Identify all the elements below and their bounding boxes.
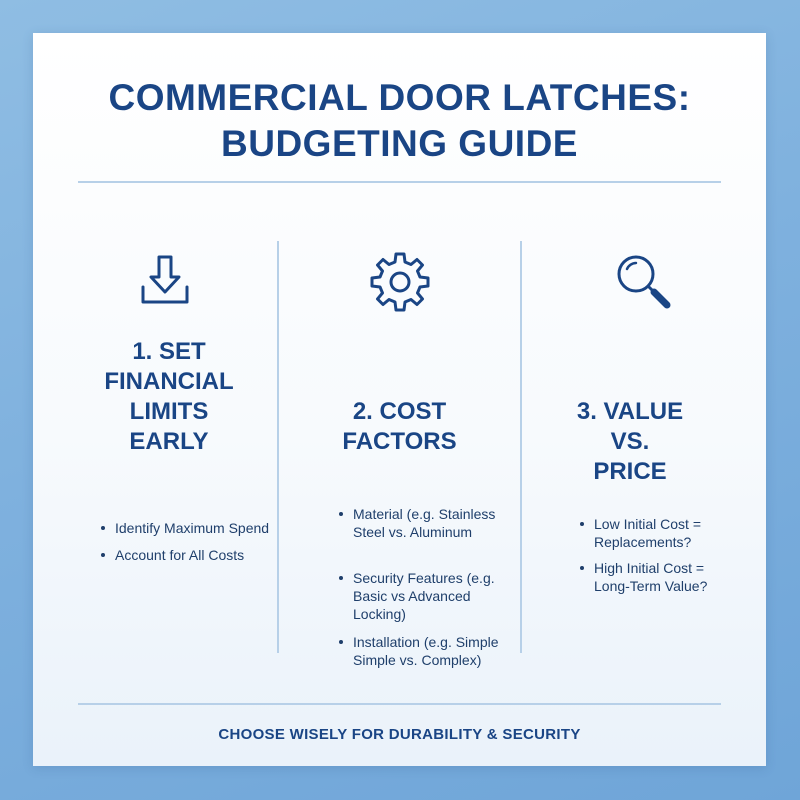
gear-icon <box>367 249 433 315</box>
list-item: Material (e.g. Stainless Steel vs. Aluminum <box>337 505 517 541</box>
bottom-divider <box>78 703 721 705</box>
title-line-2: BUDGETING GUIDE <box>221 123 578 164</box>
column-cost-factors <box>279 241 520 668</box>
column-value-vs-price <box>522 241 738 661</box>
column-2-bullets <box>337 505 517 669</box>
column-3-heading: 3. VALUE VS. PRICE <box>576 398 684 485</box>
top-divider <box>78 181 721 183</box>
download-arrow-icon <box>132 249 198 315</box>
list-item: High Initial Cost = Long-Term Value? <box>578 559 738 595</box>
footer-tagline: CHOOSE WISELY FOR DURABILITY & SECURITY <box>218 726 581 743</box>
column-1-bullets <box>99 519 289 573</box>
page-title <box>33 75 766 167</box>
column-set-financial-limits <box>61 241 277 661</box>
magnifying-glass-icon <box>610 249 676 315</box>
guide-card <box>33 33 766 766</box>
column-2-heading: 2. COST FACTORS <box>342 398 457 455</box>
list-item: Low Initial Cost = Replacements? <box>578 515 738 551</box>
column-3-bullets <box>578 515 738 603</box>
list-item: Installation (e.g. Simple Simple vs. Complex) <box>337 633 517 669</box>
title-line-1: COMMERCIAL DOOR LATCHES: <box>108 77 691 118</box>
column-1-heading: 1. SET FINANCIAL LIMITS EARLY <box>104 338 234 455</box>
list-item: Account for All Costs <box>99 546 289 564</box>
list-item: Security Features (e.g. Basic vs Advanced Locking) <box>337 569 517 623</box>
list-item: Identify Maximum Spend <box>99 519 289 537</box>
